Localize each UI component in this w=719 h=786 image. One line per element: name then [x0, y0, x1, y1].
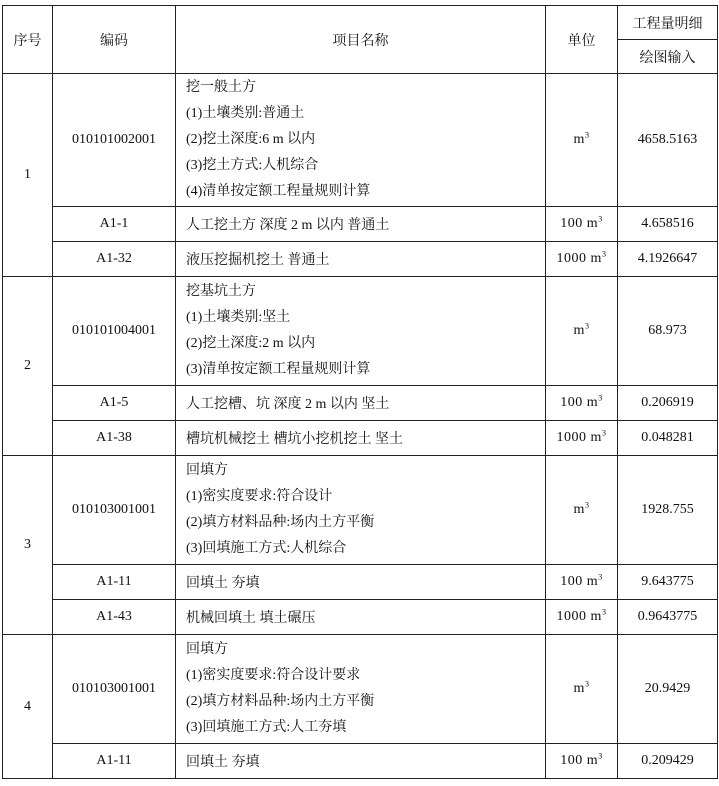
description-cell	[176, 635, 546, 744]
description-line: 挖基坑土方	[186, 284, 256, 299]
table-row-sub	[3, 207, 718, 242]
code-cell: A1-11	[53, 565, 176, 600]
name-cell: 槽坑机械挖土 槽坑小挖机挖土 坚土	[176, 421, 546, 456]
description-cell	[176, 74, 546, 207]
unit-exp: 3	[584, 321, 590, 331]
seq-cell: 2	[3, 277, 53, 456]
table-row-sub	[3, 421, 718, 456]
qty-cell: 0.209429	[618, 744, 718, 779]
unit-cell	[546, 207, 618, 242]
code-cell: A1-11	[53, 744, 176, 779]
description-line: (2)填方材料品种:场内土方平衡	[186, 515, 375, 530]
unit-exp: 3	[598, 751, 603, 761]
unit-cell	[546, 74, 618, 207]
qty-cell: 9.643775	[618, 565, 718, 600]
qty-cell: 0.9643775	[618, 600, 718, 635]
table-row-main	[3, 74, 718, 207]
description-line: (3)回填施工方式:人机综合	[186, 541, 347, 556]
unit-base: 1000 m	[556, 251, 602, 266]
unit-exp: 3	[601, 249, 607, 259]
code-cell: 010103001001	[53, 635, 176, 744]
unit-cell	[546, 565, 618, 600]
qty-cell: 0.048281	[618, 421, 718, 456]
code-cell: A1-32	[53, 242, 176, 277]
description-line: (1)密实度要求:符合设计	[186, 489, 333, 504]
unit-base: 100 m	[560, 574, 599, 589]
qty-cell: 1928.755	[618, 456, 718, 565]
unit-base: 100 m	[560, 216, 599, 231]
unit-exp: 3	[598, 393, 603, 403]
qty-cell: 68.973	[618, 277, 718, 386]
unit-base: 1000 m	[556, 609, 602, 624]
unit-cell	[546, 635, 618, 744]
unit-base: m	[573, 502, 585, 517]
code-cell: A1-5	[53, 386, 176, 421]
code-cell: 010101002001	[53, 74, 176, 207]
header-qty-sub: 绘图输入	[618, 40, 718, 74]
description-line: 挖一般土方	[186, 80, 256, 95]
code-cell: A1-1	[53, 207, 176, 242]
name-cell: 回填土 夯填	[176, 565, 546, 600]
header-code: 编码	[53, 6, 176, 74]
qty-cell: 4.658516	[618, 207, 718, 242]
code-cell: 010101004001	[53, 277, 176, 386]
table-row-main	[3, 456, 718, 565]
description-cell	[176, 277, 546, 386]
code-cell: A1-38	[53, 421, 176, 456]
unit-exp: 3	[601, 607, 607, 617]
header-qty-group: 工程量明细	[618, 6, 718, 40]
unit-base: 100 m	[560, 395, 599, 410]
description-cell	[176, 456, 546, 565]
table-row-sub	[3, 744, 718, 779]
unit-cell	[546, 456, 618, 565]
description-line: 回填方	[186, 463, 228, 478]
table-row-sub	[3, 600, 718, 635]
name-cell: 回填土 夯填	[176, 744, 546, 779]
unit-cell	[546, 421, 618, 456]
unit-base: m	[573, 681, 585, 696]
header-unit: 单位	[546, 6, 618, 74]
table-row-main	[3, 635, 718, 744]
seq-cell: 1	[3, 74, 53, 277]
qty-cell: 4.1926647	[618, 242, 718, 277]
table-row-sub	[3, 386, 718, 421]
table-row-main	[3, 277, 718, 386]
quantity-table	[2, 5, 718, 779]
description-line: (1)土壤类别:坚土	[186, 310, 291, 325]
unit-exp: 3	[584, 130, 590, 140]
description-line: (2)挖土深度:2 m 以内	[186, 336, 316, 351]
description-line: (3)回填施工方式:人工夯填	[186, 720, 347, 735]
name-cell: 液压挖掘机挖土 普通土	[176, 242, 546, 277]
unit-base: 1000 m	[556, 430, 602, 445]
unit-base: m	[573, 323, 585, 338]
unit-cell	[546, 277, 618, 386]
seq-cell: 4	[3, 635, 53, 779]
table-row-sub	[3, 242, 718, 277]
table-row-sub	[3, 565, 718, 600]
description-line: (3)挖土方式:人机综合	[186, 158, 319, 173]
table-body	[3, 74, 718, 779]
description-line: (2)填方材料品种:场内土方平衡	[186, 694, 375, 709]
description-line: (1)土壤类别:普通土	[186, 106, 305, 121]
unit-exp: 3	[584, 679, 590, 689]
code-cell: 010103001001	[53, 456, 176, 565]
unit-exp: 3	[601, 428, 607, 438]
unit-cell	[546, 744, 618, 779]
description-line: 回填方	[186, 642, 228, 657]
description-line: (2)挖土深度:6 m 以内	[186, 132, 316, 147]
unit-base: m	[573, 132, 585, 147]
code-cell: A1-43	[53, 600, 176, 635]
unit-base: 100 m	[560, 753, 599, 768]
unit-exp: 3	[584, 500, 590, 510]
qty-cell: 4658.5163	[618, 74, 718, 207]
unit-cell	[546, 386, 618, 421]
header-row	[3, 6, 718, 40]
qty-cell: 0.206919	[618, 386, 718, 421]
description-line: (3)清单按定额工程量规则计算	[186, 362, 371, 377]
unit-exp: 3	[598, 572, 603, 582]
header-name: 项目名称	[176, 6, 546, 74]
unit-exp: 3	[598, 214, 603, 224]
name-cell: 人工挖土方 深度 2 m 以内 普通土	[176, 207, 546, 242]
unit-cell	[546, 600, 618, 635]
name-cell: 人工挖槽、坑 深度 2 m 以内 坚土	[176, 386, 546, 421]
qty-cell: 20.9429	[618, 635, 718, 744]
header-seq: 序号	[3, 6, 53, 74]
seq-cell: 3	[3, 456, 53, 635]
name-cell: 机械回填土 填土碾压	[176, 600, 546, 635]
unit-cell	[546, 242, 618, 277]
description-line: (1)密实度要求:符合设计要求	[186, 668, 361, 683]
description-line: (4)清单按定额工程量规则计算	[186, 184, 371, 199]
